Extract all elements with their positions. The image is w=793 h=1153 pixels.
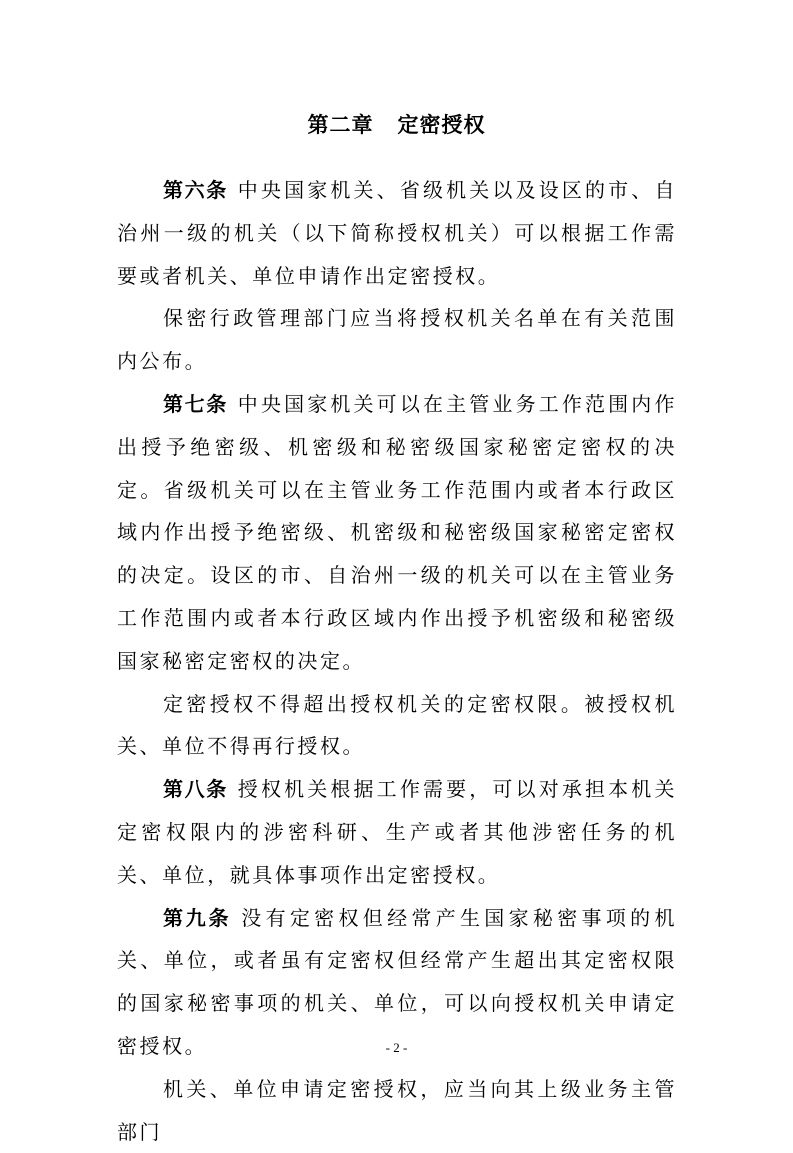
chapter-name: 定密授权 — [397, 113, 486, 137]
paragraph-text: 中央国家机关可以在主管业务工作范围内作出授予绝密级、机密级和秘密级国家秘密定密权的决定。省级机关可以在主管业务工作范围内或者本行政区域内作出授予绝密级、机密级和秘密级国家秘密定密权的决定。设区的市、自治州一级的机关可以在主管业务工作范围内或者本行政区域内作出授予机密级和秘密级国家秘密定密权的决定。 — [117, 391, 678, 673]
body-text — [117, 169, 677, 1153]
article-number: 第八条 — [163, 777, 228, 802]
paragraph-publication — [117, 297, 677, 383]
paragraph-text: 定密授权不得超出授权机关的定密权限。被授权机关、单位不得再行授权。 — [117, 691, 677, 759]
article-number: 第七条 — [163, 391, 228, 416]
paragraph-text: 机关、单位申请定密授权，应当向其上级业务主管部门 — [117, 1076, 677, 1144]
page-number: - 2 - — [385, 1040, 408, 1055]
paragraph-text: 没有定密权但经常产生国家秘密事项的机关、单位，或者虽有定密权但经常产生超出其定密权限的国家秘密事项的机关、单位，可以向授权机关申请定密授权。 — [117, 905, 677, 1058]
paragraph-article-8 — [117, 768, 677, 896]
paragraph-authorization-limit — [117, 683, 677, 769]
paragraph-text: 保密行政管理部门应当将授权机关名单在有关范围内公布。 — [117, 306, 677, 374]
paragraph-text: 中央国家机关、省级机关以及设区的市、自治州一级的机关（以下简称授权机关）可以根据工作需要或者机关、单位申请作出定密授权。 — [117, 178, 678, 288]
article-number: 第六条 — [163, 178, 228, 202]
paragraph-application — [117, 1068, 677, 1153]
chapter-number: 第二章 — [307, 113, 374, 137]
paragraph-article-7 — [117, 383, 677, 683]
article-number: 第九条 — [163, 905, 232, 930]
chapter-title — [0, 110, 793, 140]
paragraph-article-6 — [117, 169, 677, 297]
paragraph-text: 授权机关根据工作需要，可以对承担本机关定密权限内的涉密科研、生产或者其他涉密任务的机关、单位，就具体事项作出定密授权。 — [117, 777, 678, 887]
